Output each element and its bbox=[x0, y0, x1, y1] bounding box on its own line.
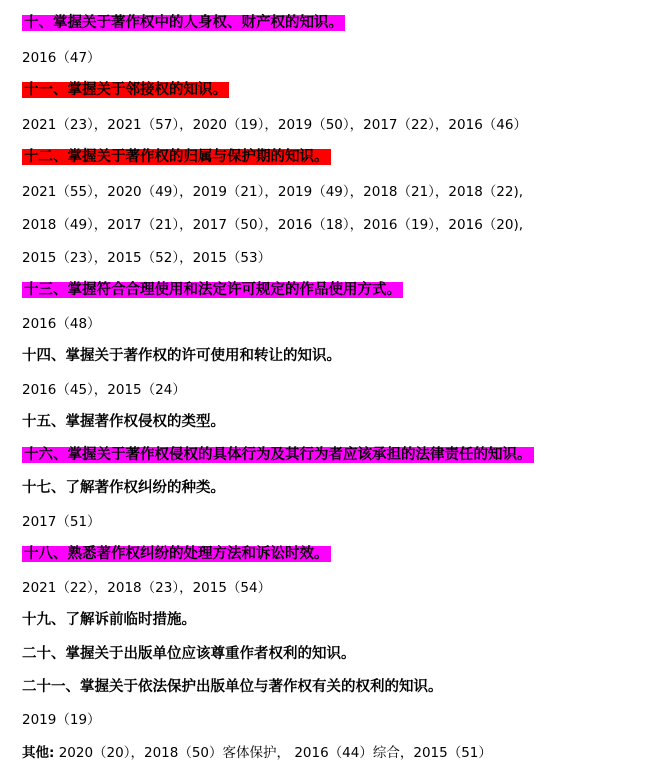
section-19-heading: 十九、了解诉前临时措施。 bbox=[22, 612, 196, 628]
section-12-years-line3: 2015（23），2015（52），2015（53） bbox=[22, 250, 272, 266]
section-10-years: 2016（47） bbox=[22, 50, 101, 66]
section-18-years: 2021（22），2018（23），2015（54） bbox=[22, 580, 272, 596]
section-11-years: 2021（23），2021（57），2020（19），2019（50），2017（22），2016（46） bbox=[22, 117, 527, 133]
other-years-b: 2016（44） bbox=[290, 745, 373, 761]
section-12-years-line2: 2018（49），2017（21），2017（50），2016（18），2016（19），2016（20), bbox=[22, 217, 524, 233]
section-17-heading: 十七、了解著作权纠纷的种类。 bbox=[22, 480, 225, 496]
section-17-years: 2017（51） bbox=[22, 514, 101, 530]
other-label: 其他: bbox=[22, 745, 55, 761]
other-note-subject-protection: 客体保护， bbox=[222, 745, 291, 761]
section-13-years: 2016（48） bbox=[22, 316, 101, 332]
other-note-comprehensive: 综合， bbox=[372, 745, 414, 761]
other-line bbox=[22, 743, 492, 763]
section-10-heading: 十、掌握关于著作权中的人身权、财产权的知识。 bbox=[24, 15, 343, 31]
section-21-heading: 二十一、掌握关于依法保护出版单位与著作权有关的权利的知识。 bbox=[22, 679, 443, 695]
other-years-c: 2015（51） bbox=[413, 745, 492, 761]
section-21-years: 2019（19） bbox=[22, 712, 101, 728]
section-15-heading: 十五、掌握著作权侵权的类型。 bbox=[22, 414, 225, 430]
section-20-heading: 二十、掌握关于出版单位应该尊重作者权利的知识。 bbox=[22, 646, 356, 662]
section-12-heading: 十二、掌握关于著作权的归属与保护期的知识。 bbox=[24, 149, 329, 165]
section-18-heading: 十八、熟悉著作权纠纷的处理方法和诉讼时效。 bbox=[24, 546, 329, 562]
section-14-heading: 十四、掌握关于著作权的许可使用和转让的知识。 bbox=[22, 348, 341, 364]
section-13-heading: 十三、掌握符合合理使用和法定许可规定的作品使用方式。 bbox=[24, 282, 401, 298]
other-years-a: 2020（20），2018（50） bbox=[54, 745, 223, 761]
section-12-years-line1: 2021（55），2020（49），2019（21），2019（49），2018（21），2018（22), bbox=[22, 184, 524, 200]
section-14-years: 2016（45），2015（24） bbox=[22, 382, 186, 398]
section-16-heading: 十六、掌握关于著作权侵权的具体行为及其行为者应该承担的法律责任的知识。 bbox=[24, 447, 532, 463]
section-11-heading: 十一、掌握关于邻接权的知识。 bbox=[24, 82, 227, 98]
